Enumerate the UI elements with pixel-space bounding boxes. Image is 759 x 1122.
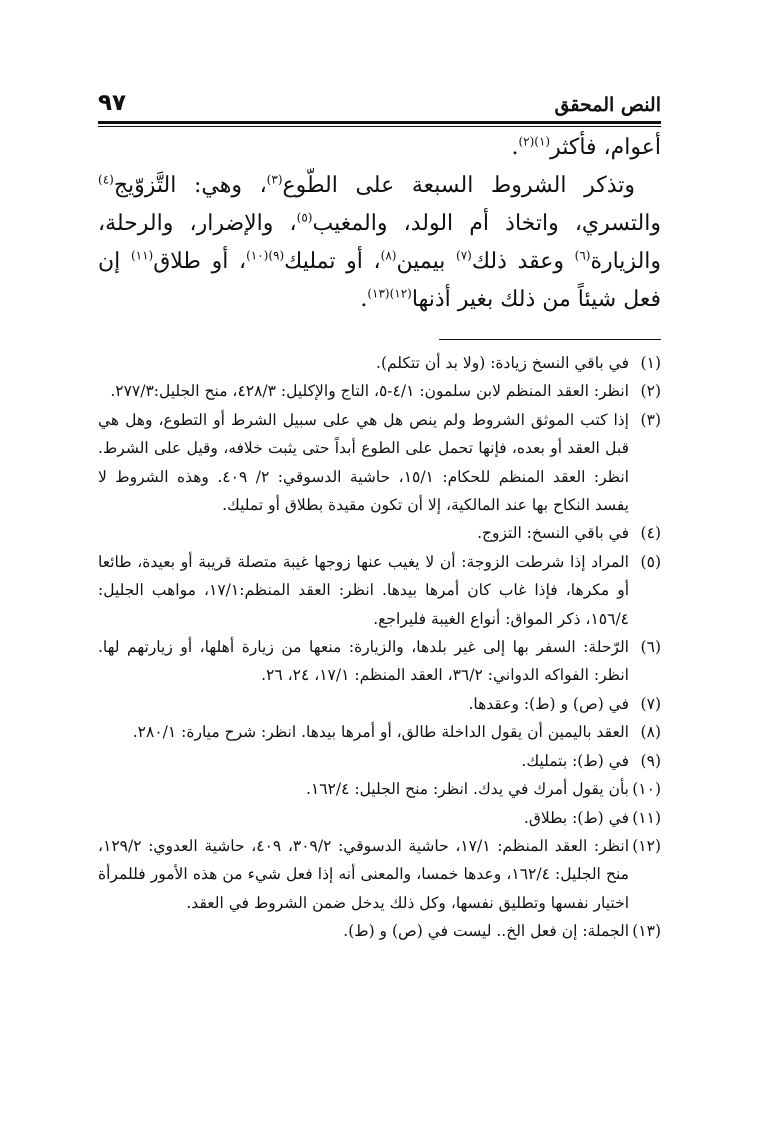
footnote-ref: (١٣) (367, 286, 390, 301)
footnote-text: بأن يقول أمرك في يدك. انظر: منح الجليل: ١٦٢/٤. (305, 780, 629, 799)
footnote (98, 917, 661, 945)
footnote-number: (١) (640, 354, 661, 372)
footnote-number: (١١) (632, 808, 661, 827)
footnote (98, 718, 661, 746)
footnote (98, 690, 661, 718)
footnote (98, 633, 661, 690)
page-number: ٩٧ (98, 90, 127, 116)
footnote-number: (٨) (640, 723, 661, 742)
footnote-ref: (٧) (456, 248, 472, 263)
main-paragraph: وتذكر الشروط السبعة على الطّوع$^{(٣)}$، وهي: التَّزوّيج$^{(٤)}$ والتسري، واتخاذ أم الولد، والمغيب$^{(٥)}$، والإضرار، والرحلة، والزيارة$^{(٦)}$ وعقد ذلك$^{(٧)}$ بيمين$^{(٨)}$، أو تمليك$^{(٩)(١٠)}$، أو طلاق$^{(١١)}$ إن فعل شيئاً من ذلك بغير أذنها$^{(١٢)(١٣)}$. (98, 172, 662, 312)
footnote-number: (٣) (640, 410, 661, 429)
footnote-separator (439, 339, 661, 340)
page-header (98, 86, 661, 116)
footnote-text: إذا كتب الموثق الشروط ولم ينص هل هي على سبيل الشرط أو التطوع، وهل هي قبل العقد أو بعده، فإنها تحمل على الطوع أبداً حتى يثبت خلافه، وقيل على الشرط. انظر: العقد المنظم للحكام: ١٥/١، حاشية الدسوقي: ٢/ ٤٠٩. وهذه الشروط لا يفسد النكاح بها عند المالكية، إلا أن تكون مقيدة بطلاق أو تمليك. (98, 410, 629, 515)
footnote-number: (١٠) (632, 780, 661, 799)
running-title: النص المحقق (554, 94, 661, 116)
footnote-text: انظر: العقد المنظم: ١٧/١، حاشية الدسوقي: ٣٠٩/٢، ٤٠٩، حاشية العدوي: ١٢٩/٢، منح الجليل: ١٦٢/٤، وعدها خمسا، والمعنى أنه إذا فعل شيء من هذه الأمور فللمرأة اختيار نفسها وتطليق نفسها، وكل ذلك يدخل ضمن الشروط في العقد. (98, 836, 630, 912)
footnote-ref: (١٠) (246, 248, 269, 263)
footnote-text: انظر: العقد المنظم لابن سلمون: ٤/١-٥، التاج والإكليل: ٤٢٨/٣، منح الجليل:٢٧٧/٣. (110, 382, 629, 401)
footnote-number: (٢) (640, 382, 661, 401)
footnote (98, 349, 661, 377)
footnote-number: (٤) (640, 524, 661, 543)
footnote-ref: (٦) (574, 248, 591, 263)
footnote-text: العقد باليمين أن يقول الداخلة طالق، أو أمرها بيدها. انظر: شرح ميارة: ٢٨٠/١. (132, 723, 629, 742)
footnote-text: في (ط): بتمليك. (521, 751, 629, 770)
header-rule-thin (98, 126, 661, 127)
footnote-number: (٥) (640, 552, 661, 571)
footnote-text: في باقي النسخ زيادة: (ولا بد أن تتكلم). (376, 354, 629, 372)
footnote-text: في باقي النسخ: التزوج. (477, 524, 629, 543)
footnote (98, 406, 661, 520)
footnote-number: (٦) (640, 638, 661, 657)
footnote-number: (١٣) (632, 922, 661, 941)
footnote-ref: (٣) (266, 172, 283, 187)
footnote (98, 747, 661, 775)
footnote-ref: (١٢) (389, 286, 412, 301)
footnote-text: الجملة: إن فعل الخ.. ليست في (ص) و (ط). (343, 922, 629, 941)
footnote-ref: (٢) (518, 134, 535, 149)
footnote-ref: (٩) (268, 248, 285, 263)
footnote-number: (١٢) (632, 836, 661, 855)
footnotes (98, 349, 661, 946)
main-text (98, 129, 661, 319)
header-rule-thick (98, 121, 661, 124)
footnote-ref: (٥) (296, 210, 313, 225)
footnote (98, 804, 661, 832)
footnote-ref: (٤) (98, 172, 114, 187)
footnote-number: (٩) (640, 751, 661, 770)
footnote (98, 519, 661, 547)
footnote (98, 775, 661, 803)
footnote (98, 548, 661, 633)
footnote-number: (٧) (640, 694, 661, 713)
footnote-ref: (١١) (130, 248, 154, 263)
footnote (98, 832, 661, 917)
footnote-text: في (ص) و (ط): وعقدها. (468, 694, 629, 713)
main-line-1: أعوام، فأكثر$^{(١)(٢)}$. (511, 134, 661, 160)
footnote-text: في (ط): بطلاق. (523, 808, 629, 827)
footnote-text: الرّحلة: السفر بها إلى غير بلدها، والزيارة: منعها من زيارة أهلها، أو زيارتهم لها. انظر: الفواكه الدواني: ٣٦/٢، العقد المنظم: ١٧/١، ٢٤، ٢٦. (98, 638, 629, 685)
footnote-ref: (٨) (380, 248, 397, 263)
footnote-ref: (١) (534, 134, 551, 149)
footnote (98, 377, 661, 405)
footnote-text: المراد إذا شرطت الزوجة: أن لا يغيب عنها زوجها غيبة متصلة قريبة أو بعيدة، طائعا أو مكرها، فإذا غاب كان أمرها بيدها. انظر: العقد المنظم:١٧/١، مواهب الجليل: ١٥٦/٤، ذكر المواق: أنواع الغيبة فليراجع. (98, 552, 630, 628)
